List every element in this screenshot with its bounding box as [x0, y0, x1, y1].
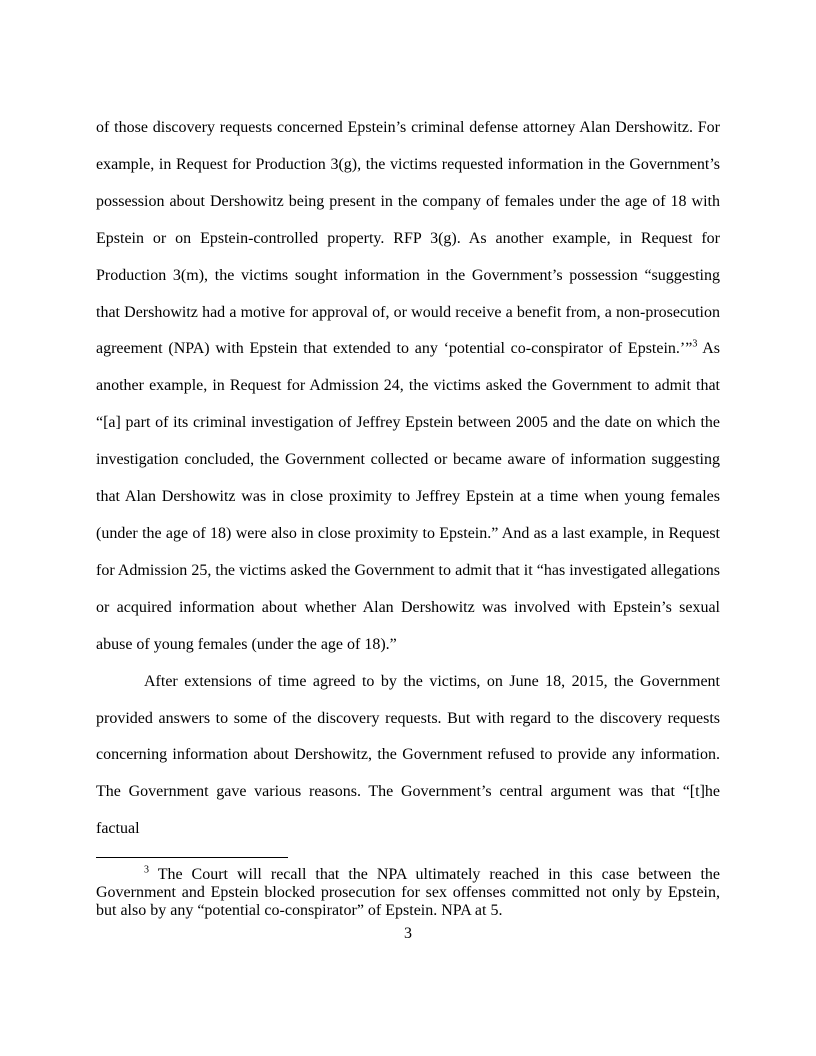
body-text — [96, 110, 720, 848]
page-number: 3 — [404, 925, 412, 942]
footnote — [96, 866, 720, 920]
footnote-number: 3 — [144, 864, 149, 876]
footnote-reference: 3 — [692, 339, 698, 351]
paragraph-text-continued: As another example, in Request for Admission 24, the victims asked the Government to admit that “[a] part of its criminal investigation of Jeffrey Epstein between 2005 and the date on which the investigation concluded, the Government collected or became aware of information suggesting that Alan Dershowitz was in close proximity to Jeffrey Epstein at a time when young females (under the age of 18) were also in close proximity to Epstein.” And as a last example, in Request for Admission 25, the victims asked the Government to admit that it “has investigated allegations or acquired information about whether Alan Dershowitz was involved with Epstein’s sexual abuse of young females (under the age of 18).” — [96, 340, 720, 653]
footnote-separator — [96, 857, 288, 858]
paragraph-government-answers: After extensions of time agreed to by the victims, on June 18, 2015, the Government provided answers to some of the discovery requests. But with regard to the discovery requests concerning information about Dershowitz, the Government refused to provide any information. The Government gave various reasons. The Government’s central argument was that “[t]he factual — [96, 672, 720, 838]
paragraph-discovery-requests — [96, 110, 720, 664]
paragraph-text: of those discovery requests concerned Epstein’s criminal defense attorney Alan Dershowitz. For example, in Request for Production 3(g), the victims requested information in the Government’s possession about Dershowitz being present in the company of females under the age of 18 with Epstein or on Epstein-controlled property. RFP 3(g). As another example, in Request for Production 3(m), the victims sought information in the Government’s possession “suggesting that Dershowitz had a motive for approval of, or would receive a benefit from, a non-prosecution agreement (NPA) with Epstein that extended to any ‘potential co-conspirator of Epstein.’” — [96, 119, 720, 358]
footnote-text: The Court will recall that the NPA ultimately reached in this case between the Government and Epstein blocked prosecution for sex offenses committed not only by Epstein, but also by any “potential co-conspirator” of Epstein. NPA at 5. — [96, 866, 720, 919]
